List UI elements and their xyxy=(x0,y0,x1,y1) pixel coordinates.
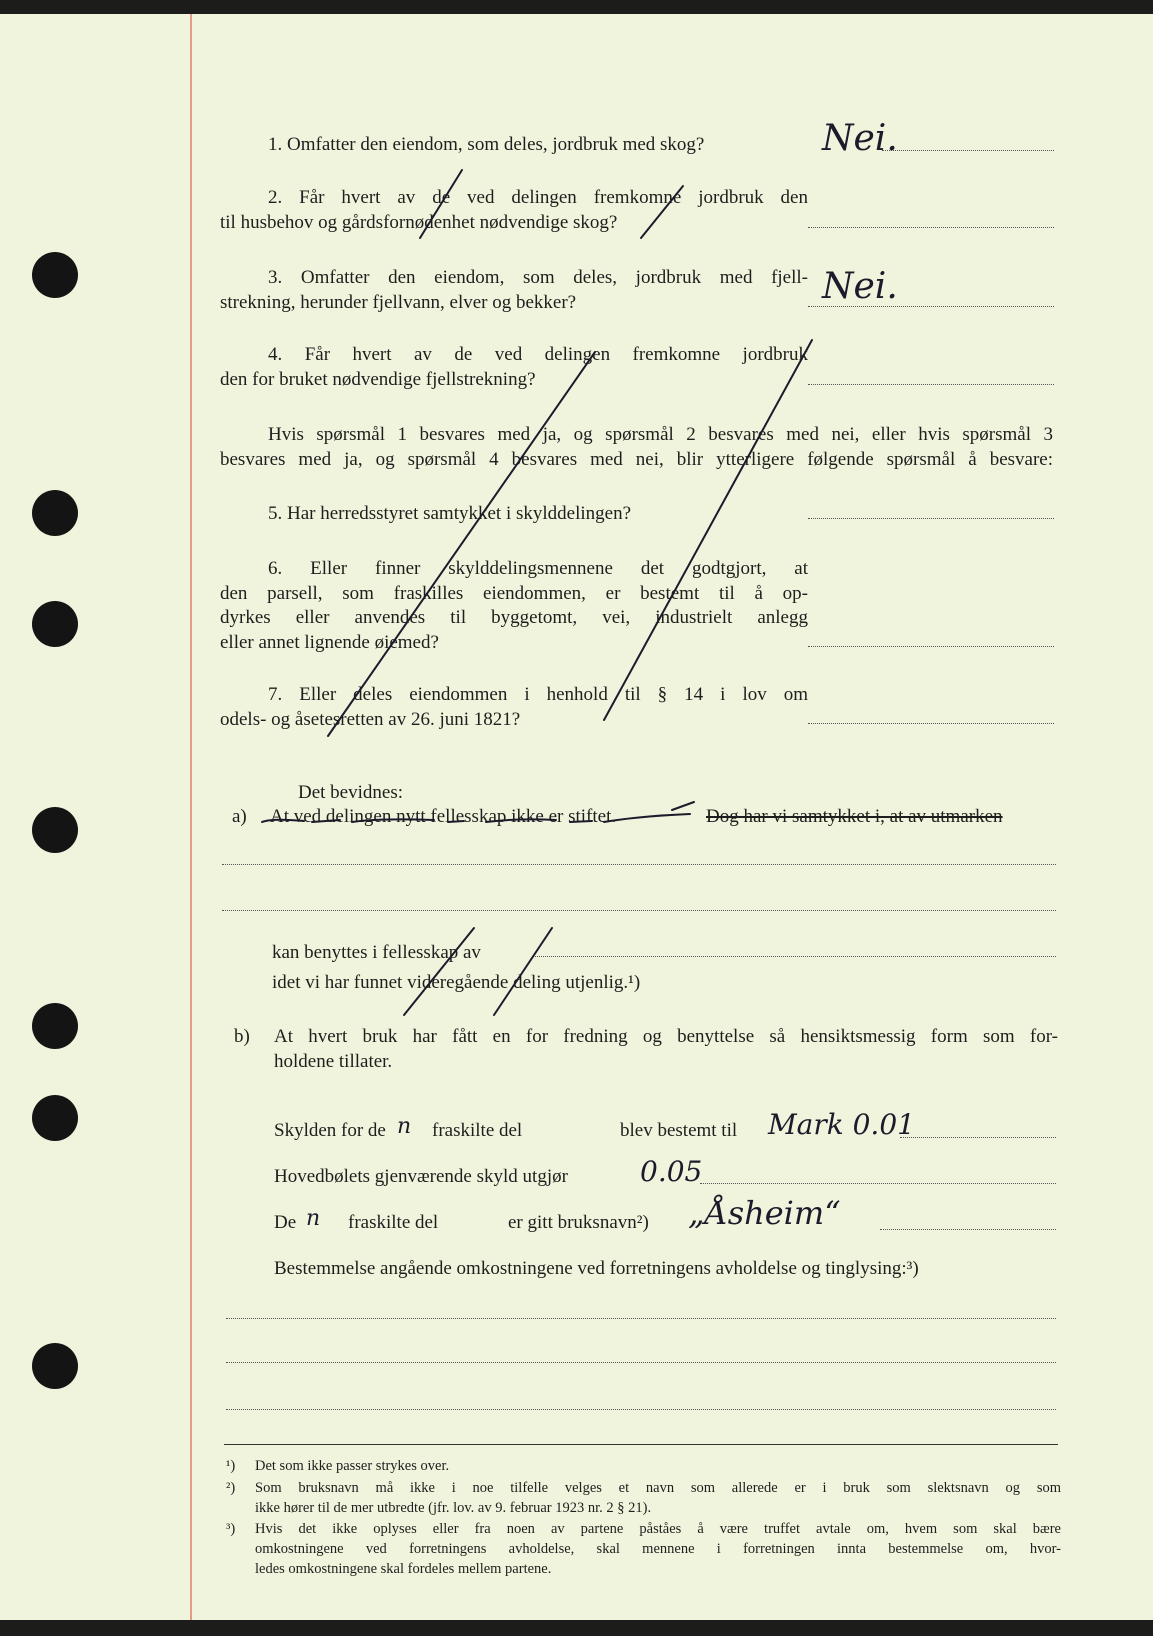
blank-line xyxy=(226,1318,1056,1319)
footnote-3-mark: ³) xyxy=(226,1521,236,1537)
hovedbol-label: Hovedbølets gjenværende skyld utgjør xyxy=(274,1166,568,1187)
question-4-line-2: den for bruket nødvendige fjellstrekning? xyxy=(220,369,536,390)
blank-line xyxy=(226,1362,1056,1363)
item-b-line-2: holdene tillater. xyxy=(274,1051,393,1072)
answer-line xyxy=(900,1137,1056,1138)
bruksnavn-label-a: De xyxy=(274,1212,297,1233)
answer-line xyxy=(808,646,1054,647)
item-a-struck-text: Dog har vi samtykket i, at av utmarken xyxy=(706,806,1003,827)
footnote-separator xyxy=(224,1444,1058,1445)
punch-hole xyxy=(32,490,78,536)
bevidnes-heading: Det bevidnes: xyxy=(298,782,404,803)
bruksnavn-handwritten-n: n xyxy=(306,1206,321,1231)
kan-benyttes-text: kan benyttes i fellesskap av xyxy=(272,942,481,963)
skyld-label-c: blev bestemt til xyxy=(620,1120,738,1141)
margin-line xyxy=(190,14,192,1620)
footnote-2-line-1: Som bruksnavn må ikke i noe tilfelle velges et navn som allerede er i bruk som slektsnavn og som xyxy=(255,1480,1061,1496)
question-7-line-1: 7. Eller deles eiendommen i henhold til § 14 i lov om xyxy=(268,684,808,705)
item-a-label: a) xyxy=(232,806,247,827)
answer-line xyxy=(880,1229,1056,1230)
condition-line-1: Hvis spørsmål 1 besvares med ja, og spørsmål 2 besvares med nei, eller hvis spørsmål 3 xyxy=(268,424,1053,445)
footnote-1: Det som ikke passer strykes over. xyxy=(255,1458,450,1474)
punch-hole xyxy=(32,1343,78,1389)
blank-line xyxy=(532,956,1056,957)
answer-1-handwritten: Nei. xyxy=(822,118,898,159)
answer-line xyxy=(700,1183,1056,1184)
answer-line xyxy=(882,150,1054,151)
blank-line xyxy=(222,864,1056,865)
punch-hole xyxy=(32,252,78,298)
question-4-line-1: 4. Får hvert av de ved delingen fremkomne jordbruk xyxy=(268,344,808,365)
skyld-label-a: Skylden for de xyxy=(274,1120,386,1141)
idet-text: idet vi har funnet videregående deling utjenlig.¹) xyxy=(272,972,641,993)
bestemmelse-label: Bestemmelse angående omkostningene ved forretningens avholdelse og tinglysing:³) xyxy=(274,1258,919,1279)
bruksnavn-value-handwritten: „Åsheim“ xyxy=(688,1194,841,1232)
question-3-line-2: strekning, herunder fjellvann, elver og bekker? xyxy=(220,292,577,313)
item-b-label: b) xyxy=(234,1026,250,1047)
answer-line xyxy=(808,227,1054,228)
skyld-value-handwritten: Mark 0.01 xyxy=(768,1108,915,1141)
question-6-line-3: dyrkes eller anvendes til byggetomt, vei, industrielt anlegg xyxy=(220,607,808,628)
bruksnavn-label-b: fraskilte del xyxy=(348,1212,439,1233)
footnote-3-line-3: ledes omkostningene skal fordeles mellem partene. xyxy=(255,1561,552,1577)
answer-line xyxy=(808,723,1054,724)
condition-line-2: besvares med ja, og spørsmål 4 besvares med nei, blir ytterligere følgende spørsmål å besvare: xyxy=(220,449,1053,470)
question-6-line-4: eller annet lignende øiemed? xyxy=(220,632,439,653)
footnote-3-line-1: Hvis det ikke oplyses eller fra noen av partene påståes å være truffet avtale om, hvem som skal bære xyxy=(255,1521,1061,1537)
question-6-line-1: 6. Eller finner skylddelingsmennene det godtgjort, at xyxy=(268,558,808,579)
question-3-line-1: 3. Omfatter den eiendom, som deles, jordbruk med fjell- xyxy=(268,267,808,288)
footnote-1-mark: ¹) xyxy=(226,1458,236,1474)
question-7-line-2: odels- og åsetesretten av 26. juni 1821? xyxy=(220,709,521,730)
question-2-line-1: 2. Får hvert av de ved delingen fremkomne jordbruk den xyxy=(268,187,808,208)
footnote-3-line-2: omkostningene ved forretningens avholdelse, skal mennene i forretningen innta bestemmelse om, hvor- xyxy=(255,1541,1061,1557)
skyld-handwritten-n: n xyxy=(397,1114,412,1139)
question-1: 1. Omfatter den eiendom, som deles, jordbruk med skog? xyxy=(268,134,705,155)
footnote-2-mark: ²) xyxy=(226,1480,236,1496)
skyld-label-b: fraskilte del xyxy=(432,1120,523,1141)
punch-hole xyxy=(32,1003,78,1049)
bruksnavn-label-c: er gitt bruksnavn²) xyxy=(508,1212,649,1233)
hovedbol-value-handwritten: 0.05 xyxy=(640,1155,703,1188)
blank-line xyxy=(222,910,1056,911)
answer-line xyxy=(808,384,1054,385)
punch-hole xyxy=(32,601,78,647)
answer-line xyxy=(808,306,1054,307)
punch-hole xyxy=(32,1095,78,1141)
question-2-line-2: til husbehov og gårdsfornødenhet nødvendige skog? xyxy=(220,212,618,233)
answer-3-handwritten: Nei. xyxy=(822,266,898,307)
footnote-2-line-2: ikke hører til de mer utbredte (jfr. lov. av 9. februar 1923 nr. 2 § 21). xyxy=(255,1500,652,1516)
blank-line xyxy=(226,1409,1056,1410)
answer-line xyxy=(808,518,1054,519)
item-a-text: At ved delingen nytt fellesskap ikke er stiftet. xyxy=(270,806,617,827)
question-6-line-2: den parsell, som fraskilles eiendommen, er bestemt til å op- xyxy=(220,583,808,604)
item-b-line-1: At hvert bruk har fått en for fredning og benyttelse så hensiktsmessig form som for- xyxy=(274,1026,1058,1047)
punch-hole xyxy=(32,807,78,853)
question-5: 5. Har herredsstyret samtykket i skylddelingen? xyxy=(268,503,632,524)
